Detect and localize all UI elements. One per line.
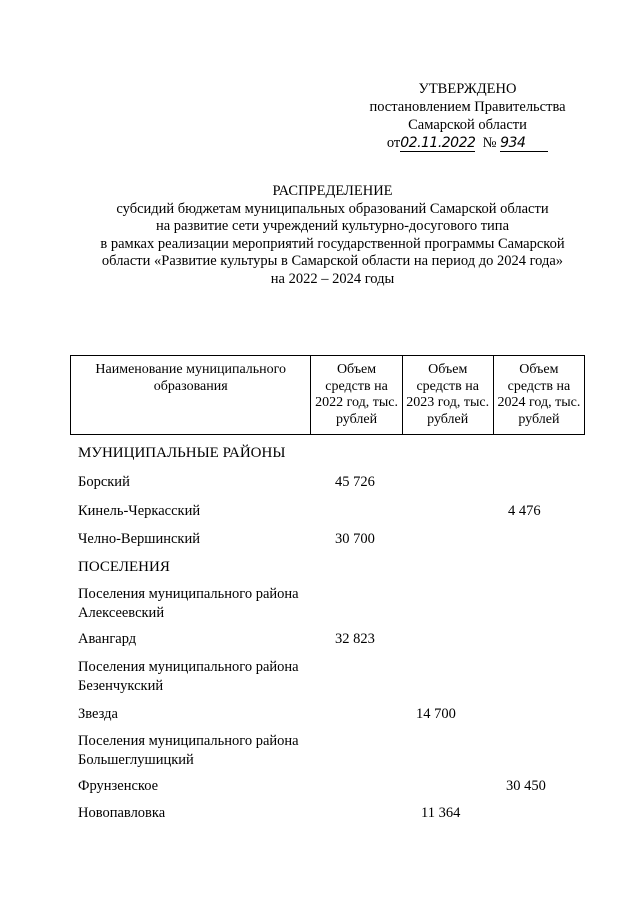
date-prefix: от — [386, 135, 401, 151]
number-prefix: № — [482, 135, 497, 151]
value-2022: 32 823 — [335, 631, 375, 647]
value-2023: 14 700 — [416, 706, 456, 722]
row-name: Челно-Вершинский — [78, 531, 200, 547]
table-body — [78, 444, 588, 831]
table-row — [78, 705, 588, 732]
row-name: Борский — [78, 474, 130, 490]
row-name: Фрунзенское — [78, 778, 159, 794]
title-heading: РАСПРЕДЕЛЕНИЕ — [272, 183, 393, 199]
row-name: Кинель-Черкасский — [78, 503, 201, 519]
header-municipality: Наименование муниципального образования — [71, 356, 311, 435]
row-name: Звезда — [78, 706, 118, 722]
header-2024: Объем средств на 2024 год, тыс. рублей — [493, 356, 584, 435]
value-2023: 11 364 — [421, 805, 461, 821]
approval-line-region: Самарской области — [408, 117, 527, 133]
title-line-3: в рамках реализации мероприятий государственной программы Самарской — [100, 235, 565, 252]
table-row — [78, 630, 588, 658]
value-2024: 4 476 — [508, 503, 541, 519]
approval-line-government: постановлением Правительства — [369, 99, 566, 115]
header-2022: Объем средств на 2022 год, тыс. рублей — [311, 356, 402, 435]
title-line-4: области «Развитие культуры в Самарской области на период до 2024 года» — [101, 253, 564, 269]
table-header — [70, 355, 585, 435]
value-2022: 30 700 — [335, 531, 375, 547]
approval-stamp — [355, 80, 580, 152]
row-name: Поселения муниципального района Безенчукский — [78, 659, 299, 694]
value-2022: 45 726 — [335, 474, 375, 490]
row-name: Новопавловка — [78, 805, 166, 821]
handwritten-number: 934 — [500, 136, 548, 152]
title-line-2: на развитие сети учреждений культурно-досугового типа — [155, 218, 510, 234]
table-row — [78, 530, 588, 558]
approval-heading: УТВЕРЖДЕНО — [418, 81, 517, 97]
row-name: ПОСЕЛЕНИЯ — [78, 559, 170, 575]
table-row — [78, 732, 588, 777]
title-line-1: субсидий бюджетам муниципальных образований Самарской области — [116, 200, 549, 217]
table-row — [78, 558, 588, 585]
title-line-5: на 2022 – 2024 годы — [270, 270, 395, 287]
approval-date-line — [355, 134, 580, 152]
handwritten-date: 02.11.2022 — [400, 135, 476, 151]
table-row — [78, 777, 588, 804]
value-2024: 30 450 — [506, 778, 546, 794]
table-row — [78, 502, 588, 530]
header-2023: Объем средств на 2023 год, тыс. рублей — [402, 356, 493, 435]
row-name: Поселения муниципального района Алексеевский — [78, 586, 299, 621]
table-row — [78, 473, 588, 502]
table-row — [78, 658, 588, 705]
row-name: МУНИЦИПАЛЬНЫЕ РАЙОНЫ — [78, 445, 286, 461]
table-row — [78, 804, 588, 831]
document-title — [60, 183, 605, 288]
table-row — [78, 444, 588, 473]
row-name: Поселения муниципального района Большеглушицкий — [78, 733, 299, 768]
table-row — [78, 585, 588, 630]
row-name: Авангард — [78, 631, 137, 647]
